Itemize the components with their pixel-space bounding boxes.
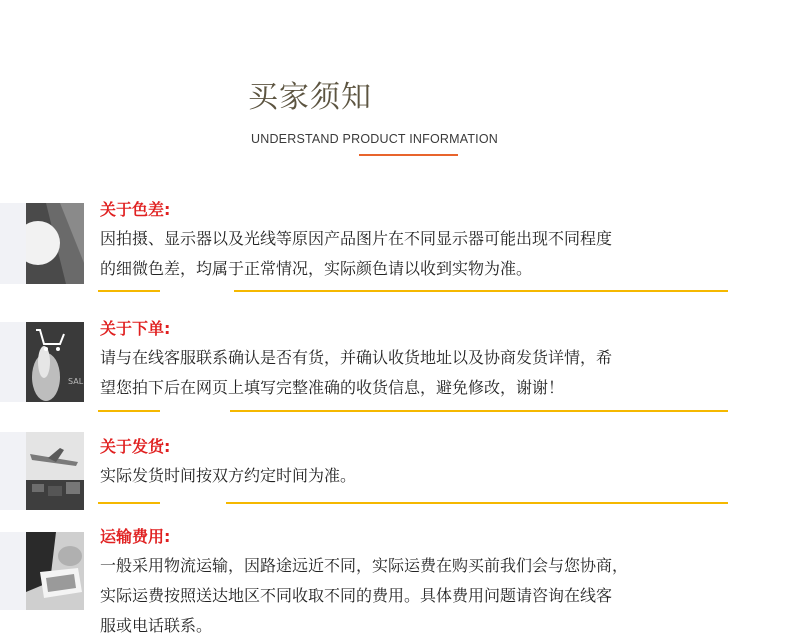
section-text-line: 实际发货时间按双方约定时间为准。 [100, 466, 357, 485]
section-side-strip [0, 532, 26, 610]
section-heading-shipping: 关于发货: [100, 437, 171, 456]
section-text-line: 实际运费按照送达地区不同收取不同的费用。具体费用问题请咨询在线客 [100, 586, 613, 605]
divider-short [98, 290, 160, 292]
section-text-line: 望您拍下后在网页上填写完整准确的收货信息，避免修改，谢谢！ [100, 378, 565, 397]
divider-long [234, 290, 728, 292]
section-text-line: 的细微色差，均属于正常情况，实际颜色请以收到实物为准。 [100, 259, 533, 278]
section-side-strip [0, 432, 26, 510]
section-text-line: 服或电话联系。 [100, 616, 213, 635]
section-text-line: 请与在线客服联系确认是否有货，并确认收货地址以及协商发货详情，希 [100, 348, 613, 367]
cash-payment-icon [26, 532, 84, 610]
divider-short [98, 502, 160, 504]
divider-short [98, 410, 160, 412]
page-title: 买家须知 [248, 80, 372, 115]
svg-text:SAL: SAL [68, 377, 84, 386]
section-heading-freight: 运输费用: [100, 527, 171, 546]
cargo-plane-icon [26, 432, 84, 510]
section-text-line: 因拍摄、显示器以及光线等原因产品图片在不同显示器可能出现不同程度 [100, 229, 613, 248]
section-text-line: 一般采用物流运输，因路途远近不同，实际运费在购买前我们会与您协商， [100, 556, 629, 575]
divider-long [230, 410, 728, 412]
section-heading-order: 关于下单: [100, 319, 171, 338]
section-side-strip [0, 203, 26, 284]
color-swatch-icon [26, 203, 84, 284]
shopping-cart-icon [26, 322, 84, 402]
section-heading-color: 关于色差: [100, 200, 171, 219]
section-side-strip [0, 322, 26, 402]
title-underline [359, 154, 458, 156]
page-subtitle: UNDERSTAND PRODUCT INFORMATION [251, 132, 498, 146]
divider-long [226, 502, 728, 504]
